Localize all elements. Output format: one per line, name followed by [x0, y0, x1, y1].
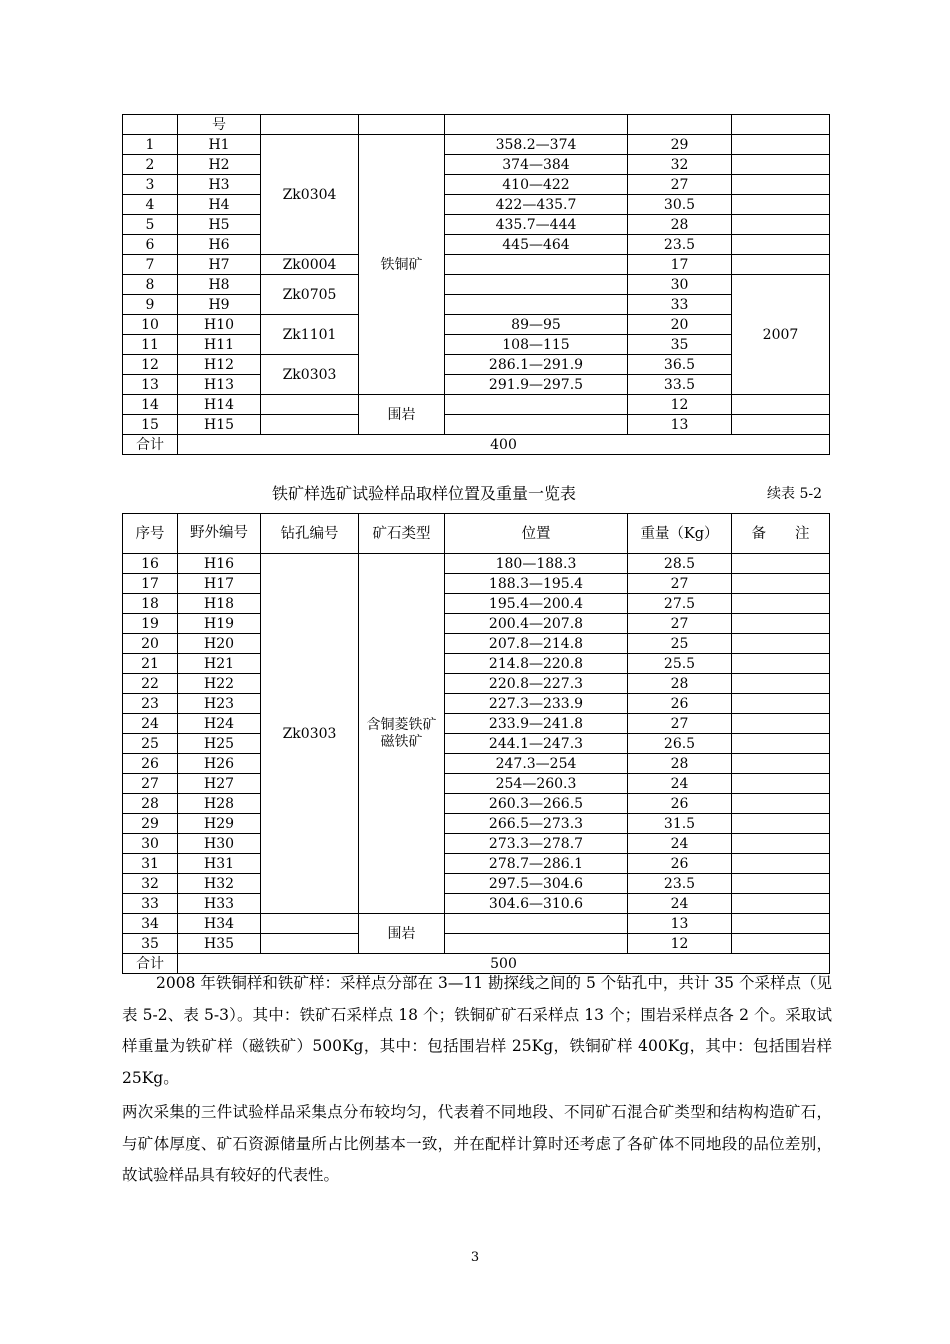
table-row [123, 275, 830, 295]
sample-id-cell: H4 [178, 195, 261, 215]
row-index-cell: 18 [123, 594, 178, 614]
table-continuation-label: 续表 5-2 [767, 486, 822, 502]
note-cell [732, 654, 830, 674]
row-index-cell: 28 [123, 794, 178, 814]
row-index-cell: 32 [123, 874, 178, 894]
table-row [123, 634, 830, 654]
position-cell: 445—464 [445, 235, 628, 255]
weight-cell: 24 [628, 894, 732, 914]
position-cell: 247.3—254 [445, 754, 628, 774]
position-cell: 89—95 [445, 315, 628, 335]
hole-cell: Zk0705 [261, 275, 359, 315]
table-header-row [123, 514, 830, 554]
table-row [123, 554, 830, 574]
note-cell [732, 574, 830, 594]
sample-id-cell: H11 [178, 335, 261, 355]
sample-id-cell: H28 [178, 794, 261, 814]
table-row [123, 674, 830, 694]
hole-cell: Zk0304 [261, 135, 359, 255]
note-cell [732, 415, 830, 435]
ore-type-cell: 含铜菱铁矿磁铁矿 [359, 554, 445, 914]
body-paragraph: 2008 年铁铜样和铁矿样：采样点分部在 3—11 勘探线之间的 5 个钻孔中，共计 35 个采样点（见表 5-2、表 5-3）。其中：铁矿石采样点 18 个；铁铜矿矿石采样点 13 个；围岩采样点各 2 个。采取试样重量为铁矿样（磁铁矿）500Kg，其中：包括围岩样 25Kg，铁铜矿样 400Kg，其中：包括围岩样 25Kg。 [122, 974, 832, 1087]
weight-cell: 27 [628, 574, 732, 594]
note-cell [732, 834, 830, 854]
sample-id-cell: H14 [178, 395, 261, 415]
weight-cell: 27 [628, 175, 732, 195]
row-index-cell: 2 [123, 155, 178, 175]
sample-id-cell: H17 [178, 574, 261, 594]
weight-cell: 13 [628, 914, 732, 934]
body-paragraph: 两次采集的三件试验样品采集点分布较均匀，代表着不同地段、不同矿石混合矿类型和结构构造矿石，与矿体厚度、矿石资源储量所占比例基本一致，并在配样计算时还考虑了各矿体不同地段的品位差别，故试验样品具有较好的代表性。 [122, 1103, 832, 1184]
table-row [123, 614, 830, 634]
sample-id-cell: H18 [178, 594, 261, 614]
weight-cell: 24 [628, 774, 732, 794]
table-row [123, 594, 830, 614]
weight-cell: 28 [628, 674, 732, 694]
table-header-row [123, 115, 830, 135]
weight-cell: 26 [628, 854, 732, 874]
sample-table-part1 [122, 114, 830, 455]
hole-cell: Zk0303 [261, 554, 359, 914]
weight-cell: 13 [628, 415, 732, 435]
position-cell [445, 914, 628, 934]
note-cell [732, 694, 830, 714]
position-cell: 291.9—297.5 [445, 375, 628, 395]
weight-cell: 30 [628, 275, 732, 295]
sample-id-cell: H7 [178, 255, 261, 275]
row-index-cell: 29 [123, 814, 178, 834]
sample-id-cell: H22 [178, 674, 261, 694]
sample-id-cell: H32 [178, 874, 261, 894]
note-cell [732, 794, 830, 814]
sample-id-cell: H24 [178, 714, 261, 734]
table-row [123, 375, 830, 395]
row-index-cell: 11 [123, 335, 178, 355]
position-cell: 227.3—233.9 [445, 694, 628, 714]
table-row [123, 894, 830, 914]
weight-cell: 26 [628, 694, 732, 714]
position-cell: 266.5—273.3 [445, 814, 628, 834]
ore-type-cell: 围岩 [359, 395, 445, 435]
row-index-cell: 3 [123, 175, 178, 195]
note-cell [732, 395, 830, 415]
sample-id-cell: H13 [178, 375, 261, 395]
position-cell: 278.7—286.1 [445, 854, 628, 874]
note-cell [732, 135, 830, 155]
header-cell: 号 [178, 115, 261, 135]
note-cell [732, 614, 830, 634]
note-cell [732, 554, 830, 574]
row-index-cell: 34 [123, 914, 178, 934]
note-cell [732, 854, 830, 874]
weight-cell: 27 [628, 614, 732, 634]
header-cell: 重量（Kg） [628, 514, 732, 554]
sample-id-cell: H1 [178, 135, 261, 155]
table-row [123, 834, 830, 854]
table-row [123, 794, 830, 814]
sample-table-part2 [122, 513, 830, 974]
row-index-cell: 19 [123, 614, 178, 634]
sample-id-cell: H27 [178, 774, 261, 794]
weight-cell: 33 [628, 295, 732, 315]
position-cell: 435.7—444 [445, 215, 628, 235]
table-row [123, 215, 830, 235]
sample-id-cell: H29 [178, 814, 261, 834]
note-cell [732, 255, 830, 275]
note-cell [732, 814, 830, 834]
header-cell: 位置 [445, 514, 628, 554]
sample-id-cell: H6 [178, 235, 261, 255]
row-index-cell: 22 [123, 674, 178, 694]
weight-cell: 23.5 [628, 874, 732, 894]
sample-id-cell: H34 [178, 914, 261, 934]
weight-cell: 30.5 [628, 195, 732, 215]
position-cell [445, 934, 628, 954]
note-cell [732, 774, 830, 794]
weight-cell: 27.5 [628, 594, 732, 614]
note-cell [732, 714, 830, 734]
page-number: 3 [470, 1250, 480, 1265]
sample-id-cell: H15 [178, 415, 261, 435]
hole-cell: Zk1101 [261, 315, 359, 355]
total-label-cell: 合计 [123, 954, 178, 974]
row-index-cell: 33 [123, 894, 178, 914]
table-row [123, 774, 830, 794]
row-index-cell: 4 [123, 195, 178, 215]
note-cell: 2007 [732, 275, 830, 395]
weight-cell: 27 [628, 714, 732, 734]
weight-cell: 25 [628, 634, 732, 654]
header-cell: 钻孔编号 [261, 514, 359, 554]
note-cell [732, 235, 830, 255]
position-cell: 108—115 [445, 335, 628, 355]
table2-body [123, 514, 830, 974]
sample-id-cell: H21 [178, 654, 261, 674]
table-row [123, 315, 830, 335]
hole-cell [261, 934, 359, 954]
hole-cell [261, 395, 359, 415]
table-row [123, 814, 830, 834]
position-cell: 374—384 [445, 155, 628, 175]
row-index-cell: 1 [123, 135, 178, 155]
sample-id-cell: H20 [178, 634, 261, 654]
weight-cell: 35 [628, 335, 732, 355]
position-cell: 195.4—200.4 [445, 594, 628, 614]
sample-id-cell: H30 [178, 834, 261, 854]
ore-type-cell: 围岩 [359, 914, 445, 954]
sample-id-cell: H35 [178, 934, 261, 954]
position-cell: 233.9—241.8 [445, 714, 628, 734]
row-index-cell: 14 [123, 395, 178, 415]
sample-id-cell: H19 [178, 614, 261, 634]
row-index-cell: 20 [123, 634, 178, 654]
position-cell: 304.6—310.6 [445, 894, 628, 914]
note-cell [732, 754, 830, 774]
sample-id-cell: H31 [178, 854, 261, 874]
row-index-cell: 6 [123, 235, 178, 255]
table-row [123, 355, 830, 375]
position-cell: 297.5—304.6 [445, 874, 628, 894]
weight-cell: 28.5 [628, 554, 732, 574]
total-label-cell: 合计 [123, 435, 178, 455]
position-cell: 244.1—247.3 [445, 734, 628, 754]
table-title: 铁矿样选矿试验样品取样位置及重量一览表 [272, 484, 577, 503]
note-cell [732, 594, 830, 614]
total-value-cell: 500 [178, 954, 830, 974]
row-index-cell: 12 [123, 355, 178, 375]
note-cell [732, 175, 830, 195]
position-cell: 260.3—266.5 [445, 794, 628, 814]
sample-id-cell: H16 [178, 554, 261, 574]
weight-cell: 26.5 [628, 734, 732, 754]
ore-type-cell: 铁铜矿 [359, 135, 445, 395]
total-row [123, 435, 830, 455]
sample-id-cell: H2 [178, 155, 261, 175]
sample-id-cell: H26 [178, 754, 261, 774]
total-value-cell: 400 [178, 435, 830, 455]
position-cell: 180—188.3 [445, 554, 628, 574]
position-cell [445, 295, 628, 315]
header-cell: 备 注 [732, 514, 830, 554]
table-row [123, 714, 830, 734]
position-cell [445, 415, 628, 435]
weight-cell: 28 [628, 215, 732, 235]
row-index-cell: 8 [123, 275, 178, 295]
row-index-cell: 5 [123, 215, 178, 235]
row-index-cell: 9 [123, 295, 178, 315]
table-row [123, 415, 830, 435]
hole-cell: Zk0004 [261, 255, 359, 275]
header-cell: 矿石类型 [359, 514, 445, 554]
row-index-cell: 21 [123, 654, 178, 674]
row-index-cell: 17 [123, 574, 178, 594]
weight-cell: 25.5 [628, 654, 732, 674]
sample-id-cell: H10 [178, 315, 261, 335]
row-index-cell: 15 [123, 415, 178, 435]
weight-cell: 12 [628, 395, 732, 415]
weight-cell: 26 [628, 794, 732, 814]
table-row [123, 574, 830, 594]
position-cell: 214.8—220.8 [445, 654, 628, 674]
sample-id-cell: H25 [178, 734, 261, 754]
table-row [123, 754, 830, 774]
note-cell [732, 195, 830, 215]
table-row [123, 694, 830, 714]
row-index-cell: 13 [123, 375, 178, 395]
position-cell [445, 255, 628, 275]
weight-cell: 24 [628, 834, 732, 854]
table-row [123, 734, 830, 754]
weight-cell: 31.5 [628, 814, 732, 834]
table-row [123, 395, 830, 415]
weight-cell: 17 [628, 255, 732, 275]
hole-cell [261, 914, 359, 934]
position-cell: 207.8—214.8 [445, 634, 628, 654]
note-cell [732, 155, 830, 175]
table-row [123, 295, 830, 315]
sample-id-cell: H12 [178, 355, 261, 375]
hole-cell [261, 415, 359, 435]
row-index-cell: 24 [123, 714, 178, 734]
table-row [123, 335, 830, 355]
note-cell [732, 894, 830, 914]
row-index-cell: 31 [123, 854, 178, 874]
position-cell: 188.3—195.4 [445, 574, 628, 594]
sample-id-cell: H9 [178, 295, 261, 315]
weight-cell: 33.5 [628, 375, 732, 395]
table-row [123, 255, 830, 275]
row-index-cell: 25 [123, 734, 178, 754]
note-cell [732, 914, 830, 934]
note-cell [732, 934, 830, 954]
note-cell [732, 674, 830, 694]
table-row [123, 654, 830, 674]
weight-cell: 28 [628, 754, 732, 774]
weight-cell: 23.5 [628, 235, 732, 255]
row-index-cell: 10 [123, 315, 178, 335]
position-cell: 273.3—278.7 [445, 834, 628, 854]
table1-body [123, 115, 830, 455]
table-row [123, 854, 830, 874]
table-row [123, 155, 830, 175]
sample-id-cell: H3 [178, 175, 261, 195]
hole-cell: Zk0303 [261, 355, 359, 395]
row-index-cell: 16 [123, 554, 178, 574]
row-index-cell: 30 [123, 834, 178, 854]
weight-cell: 29 [628, 135, 732, 155]
row-index-cell: 26 [123, 754, 178, 774]
position-cell: 286.1—291.9 [445, 355, 628, 375]
weight-cell: 12 [628, 934, 732, 954]
sample-id-cell: H33 [178, 894, 261, 914]
row-index-cell: 27 [123, 774, 178, 794]
table-row [123, 235, 830, 255]
row-index-cell: 7 [123, 255, 178, 275]
note-cell [732, 734, 830, 754]
position-cell: 410—422 [445, 175, 628, 195]
table-row [123, 874, 830, 894]
weight-cell: 20 [628, 315, 732, 335]
sample-id-cell: H5 [178, 215, 261, 235]
sample-id-cell: H23 [178, 694, 261, 714]
header-cell: 野外编号 [178, 514, 261, 554]
table-row [123, 175, 830, 195]
table-row [123, 914, 830, 934]
position-cell: 220.8—227.3 [445, 674, 628, 694]
position-cell: 422—435.7 [445, 195, 628, 215]
position-cell [445, 395, 628, 415]
row-index-cell: 35 [123, 934, 178, 954]
header-cell: 序号 [123, 514, 178, 554]
position-cell: 200.4—207.8 [445, 614, 628, 634]
position-cell: 254—260.3 [445, 774, 628, 794]
note-cell [732, 215, 830, 235]
weight-cell: 36.5 [628, 355, 732, 375]
table-row [123, 934, 830, 954]
position-cell: 358.2—374 [445, 135, 628, 155]
row-index-cell: 23 [123, 694, 178, 714]
sample-id-cell: H8 [178, 275, 261, 295]
position-cell [445, 275, 628, 295]
table-row [123, 135, 830, 155]
note-cell [732, 634, 830, 654]
table-row [123, 195, 830, 215]
note-cell [732, 874, 830, 894]
weight-cell: 32 [628, 155, 732, 175]
